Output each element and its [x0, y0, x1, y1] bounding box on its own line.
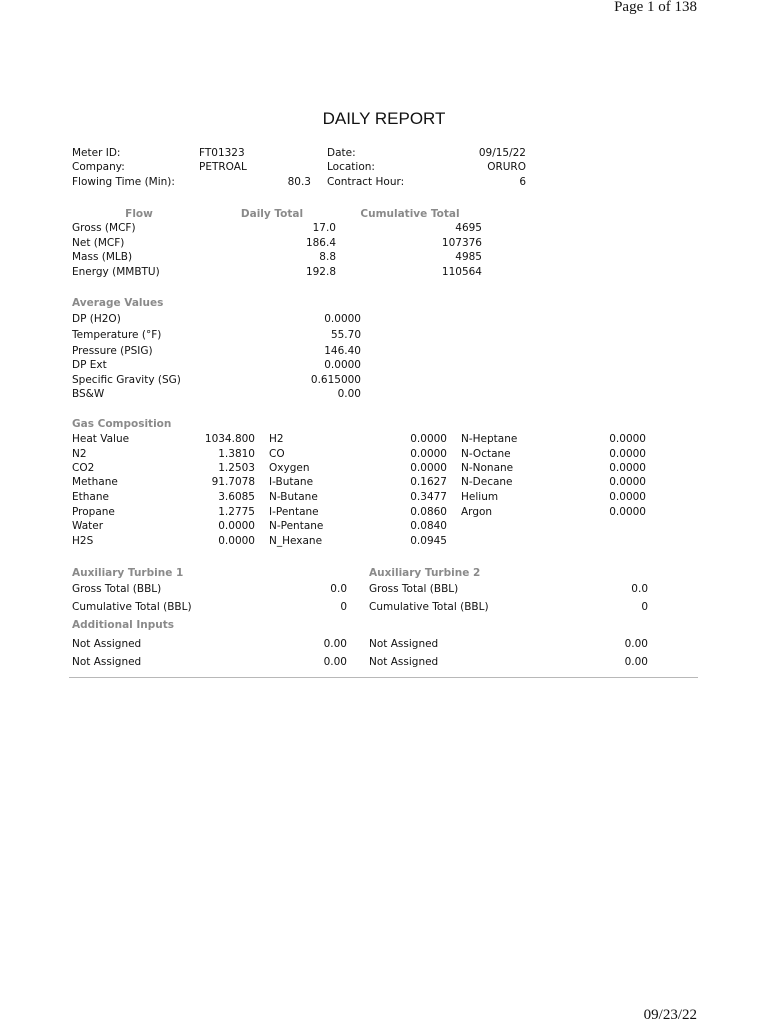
gas-component-label: N_Hexane	[269, 535, 323, 547]
average-values-title: Average Values	[72, 297, 164, 309]
gas-component-label: Propane	[72, 506, 115, 518]
average-value: 0.0000	[324, 359, 361, 371]
gas-component-label: Water	[72, 520, 104, 532]
gas-component-label: N-Octane	[461, 448, 511, 460]
gas-component-label: I-Butane	[269, 476, 314, 488]
additional-input-label: Not Assigned	[72, 656, 142, 668]
gas-component-label: N-Nonane	[461, 462, 514, 474]
additional-input-value: 0.00	[624, 638, 648, 650]
flow-row-cumulative: 4695	[455, 222, 482, 234]
aux-turbine-1-title: Auxiliary Turbine 1	[72, 567, 184, 579]
flow-row-cumulative: 4985	[455, 251, 482, 263]
gas-component-value: 0.0000	[410, 448, 447, 460]
gas-component-label: N-Pentane	[269, 520, 324, 532]
daily-total-header: Daily Total	[240, 208, 304, 220]
additional-input-label: Not Assigned	[72, 638, 142, 650]
contract-hour-label: Contract Hour:	[327, 176, 405, 188]
average-value-label: Specific Gravity (SG)	[72, 374, 181, 386]
gas-component-label: N2	[72, 448, 87, 460]
gas-component-label: I-Pentane	[269, 506, 319, 518]
flow-row-label: Mass (MLB)	[72, 251, 133, 263]
flowing-time-label: Flowing Time (Min):	[72, 176, 175, 188]
average-value-label: Temperature (°F)	[72, 329, 162, 341]
contract-hour-value: 6	[519, 176, 526, 188]
gas-component-label: N-Heptane	[461, 433, 518, 445]
average-value: 55.70	[330, 329, 361, 341]
additional-input-label: Not Assigned	[369, 656, 439, 668]
gas-component-label: Argon	[461, 506, 493, 518]
gas-component-label: N-Decane	[461, 476, 513, 488]
gas-component-label: CO2	[72, 462, 95, 474]
date-value: 09/15/22	[478, 147, 526, 159]
gas-component-value: 0.3477	[410, 491, 447, 503]
gas-component-label: Methane	[72, 476, 118, 488]
gas-component-value: 0.0000	[609, 506, 646, 518]
gas-component-label: H2S	[72, 535, 94, 547]
gas-component-label: CO	[269, 448, 285, 460]
footer-date: 09/23/22	[643, 1007, 697, 1023]
additional-input-value: 0.00	[323, 656, 347, 668]
location-label: Location:	[327, 161, 375, 173]
gas-component-label: Ethane	[72, 491, 109, 503]
flow-row-daily: 186.4	[305, 237, 336, 249]
aux1-cumulative-value: 0	[340, 601, 347, 613]
company-value: PETROAL	[199, 161, 247, 173]
average-value: 0.615000	[310, 374, 361, 386]
section-divider	[69, 677, 698, 678]
gas-component-value: 0.0860	[410, 506, 447, 518]
gas-component-value: 0.0000	[609, 433, 646, 445]
gas-component-value: 0.0000	[410, 462, 447, 474]
additional-input-value: 0.00	[624, 656, 648, 668]
additional-inputs-title: Additional Inputs	[72, 619, 175, 631]
aux2-gross-value: 0.0	[631, 583, 648, 595]
flow-row-label: Energy (MMBTU)	[72, 266, 160, 278]
cumulative-total-header: Cumulative Total	[360, 208, 460, 220]
flow-row-label: Net (MCF)	[72, 237, 125, 249]
average-value: 146.40	[324, 345, 361, 357]
flow-row-cumulative: 107376	[441, 237, 482, 249]
gas-component-value: 0.0840	[410, 520, 447, 532]
aux2-cumulative-value: 0	[641, 601, 648, 613]
gas-component-value: 1.2503	[218, 462, 255, 474]
gas-component-value: 0.0000	[609, 448, 646, 460]
gas-component-label: N-Butane	[269, 491, 318, 503]
aux1-cumulative-label: Cumulative Total (BBL)	[72, 601, 192, 613]
gas-component-value: 1.3810	[218, 448, 255, 460]
aux-turbine-2-title: Auxiliary Turbine 2	[369, 567, 481, 579]
average-value-label: Pressure (PSIG)	[72, 345, 153, 357]
average-value-label: DP (H2O)	[72, 313, 121, 325]
gas-component-label: Heat Value	[72, 433, 130, 445]
average-value-label: DP Ext	[72, 359, 107, 371]
gas-component-value: 0.0000	[218, 520, 255, 532]
additional-input-label: Not Assigned	[369, 638, 439, 650]
gas-component-label: Helium	[461, 491, 499, 503]
flowing-time-value: 80.3	[287, 176, 311, 188]
location-value: ORURO	[487, 161, 526, 173]
gas-composition-title: Gas Composition	[72, 418, 172, 430]
meter-id-value: FT01323	[199, 147, 245, 159]
gas-component-value: 0.0000	[609, 476, 646, 488]
flow-row-daily: 8.8	[319, 251, 336, 263]
average-value-label: BS&W	[72, 388, 105, 400]
gas-component-value: 0.0000	[609, 462, 646, 474]
gas-component-value: 91.7078	[211, 476, 255, 488]
gas-component-value: 0.1627	[410, 476, 447, 488]
flow-header: Flow	[125, 208, 153, 220]
page-title: DAILY REPORT	[322, 109, 446, 128]
aux2-cumulative-label: Cumulative Total (BBL)	[369, 601, 489, 613]
average-value: 0.0000	[324, 313, 361, 325]
gas-component-value: 0.0000	[218, 535, 255, 547]
gas-component-value: 0.0000	[609, 491, 646, 503]
gas-component-value: 0.0945	[410, 535, 447, 547]
meter-id-label: Meter ID:	[72, 147, 121, 159]
gas-component-value: 0.0000	[410, 433, 447, 445]
aux2-gross-label: Gross Total (BBL)	[369, 583, 459, 595]
flow-row-cumulative: 110564	[441, 266, 482, 278]
gas-component-value: 1.2775	[218, 506, 255, 518]
gas-component-value: 3.6085	[218, 491, 255, 503]
company-label: Company:	[72, 161, 125, 173]
average-value: 0.00	[337, 388, 361, 400]
gas-component-label: Oxygen	[269, 462, 310, 474]
flow-row-daily: 17.0	[312, 222, 336, 234]
flow-row-label: Gross (MCF)	[72, 222, 136, 234]
additional-input-value: 0.00	[323, 638, 347, 650]
aux1-gross-label: Gross Total (BBL)	[72, 583, 162, 595]
gas-component-value: 1034.800	[204, 433, 255, 445]
flow-row-daily: 192.8	[305, 266, 336, 278]
aux1-gross-value: 0.0	[330, 583, 347, 595]
gas-component-label: H2	[269, 433, 284, 445]
date-label: Date:	[327, 147, 356, 159]
page-number: Page 1 of 138	[614, 0, 697, 15]
